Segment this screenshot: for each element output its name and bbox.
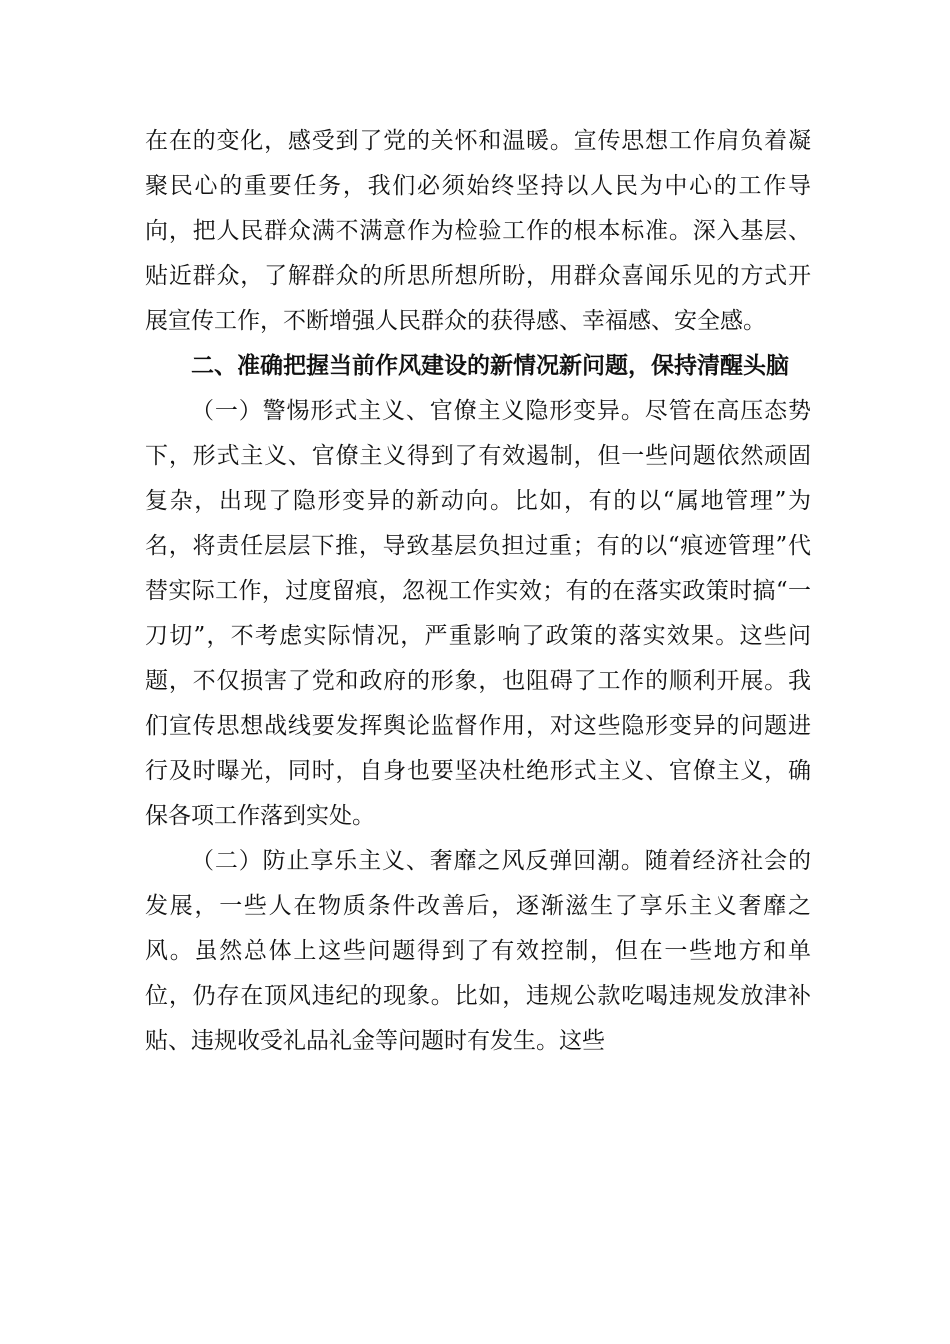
subsection-paragraph-1 (145, 389, 811, 839)
section-heading: 二、准确把握当前作风建设的新情况新问题，保持清醒头脑 (191, 353, 789, 379)
document-body (145, 119, 811, 1064)
subsection-paragraph-2 (145, 839, 811, 1064)
subsection-title-2: （二）防止享乐主义、奢靡之风反弹回潮。 (191, 848, 645, 874)
subsection-body-1: 尽管在高压态势下，形式主义、官僚主义得到了有效遏制，但一些问题依然顽固复杂，出现了隐形变异的新动向。比如，有的以“属地管理”为名，将责任层层下推，导致基层负担过重；有的以“痕迹管理”代替实际工作，过度留痕，忽视工作实效；有的在落实政策时搞“一刀切”，不考虑实际情况，严重影响了政策的落实效果。这些问题，不仅损害了党和政府的形象，也阻碍了工作的顺利开展。我们宣传思想战线要发挥舆论监督作用，对这些隐形变异的问题进行及时曝光，同时，自身也要坚决杜绝形式主义、官僚主义，确保各项工作落到实处。 (145, 398, 812, 829)
subsection-body-2: 随着经济社会的发展，一些人在物质条件改善后，逐渐滋生了享乐主义奢靡之风。虽然总体上这些问题得到了有效控制，但在一些地方和单位，仍存在顶风违纪的现象。比如，违规公款吃喝违规发放津补贴、违规收受礼品礼金等问题时有发生。这些 (145, 848, 812, 1054)
continuation-paragraph: 在在的变化，感受到了党的关怀和温暖。宣传思想工作肩负着凝聚民心的重要任务，我们必须始终坚持以人民为中心的工作导向，把人民群众满不满意作为检验工作的根本标准。深入基层、贴近群众，了解群众的所思所想所盼，用群众喜闻乐见的方式开展宣传工作，不断增强人民群众的获得感、幸福感、安全感。 (145, 128, 811, 334)
subsection-title-1: （一）警惕形式主义、官僚主义隐形变异。 (191, 398, 645, 424)
